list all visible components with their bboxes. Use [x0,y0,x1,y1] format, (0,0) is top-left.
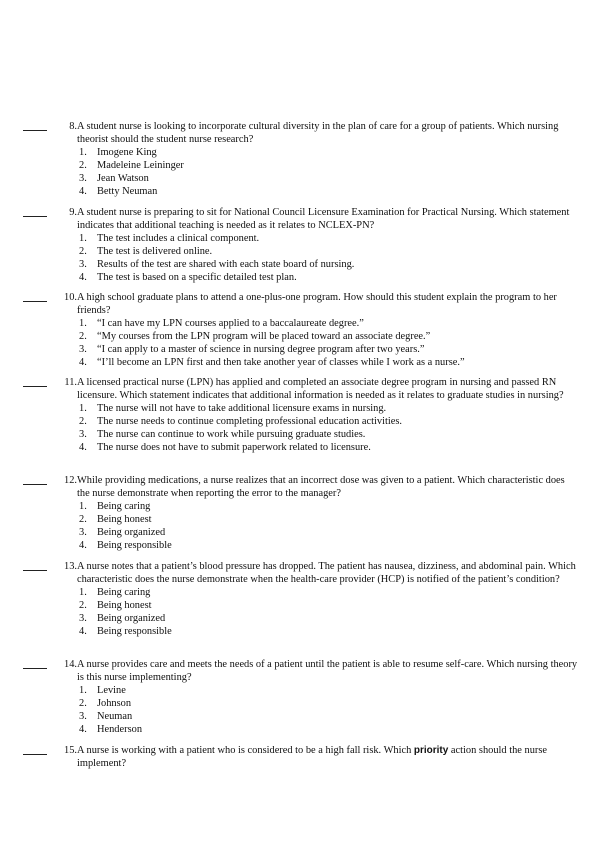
option-item: 2. “My courses from the LPN program will be placed toward an associate degree.” [79,331,431,342]
option-item: 2. Madeleine Leininger [79,160,184,171]
question-body [61,560,578,638]
answer-blank[interactable] [23,744,47,755]
question-number: 10. [64,292,77,303]
option-item: 1. The test includes a clinical component. [79,233,260,244]
option-item: 1. The nurse will not have to take additional licensure exams in nursing. [79,403,387,414]
question-text: A nurse provides care and meets the needs of a patient until the patient is able to resume self-care. Which nursing theory is this nurse implementing? [77,659,578,683]
option-item: 3. Being organized [79,613,166,624]
option-item: 3. The nurse can continue to work while pursuing graduate studies. [79,429,366,440]
question-text: A student nurse is looking to incorporate cultural diversity in the plan of care for a group of patients. Which nursing theorist should the student nurse research? [77,121,559,145]
option-item: 2. Being honest [79,600,152,611]
option-item: 1. Being caring [79,587,151,598]
option-item: 2. The test is delivered online. [79,246,213,257]
option-item: 4. The nurse does not have to submit paperwork related to licensure. [79,442,371,453]
option-item: 4. The test is based on a specific detailed test plan. [79,272,297,283]
answer-blank[interactable] [23,206,47,217]
answer-blank[interactable] [23,376,47,387]
option-list [77,402,578,454]
option-list [77,500,578,552]
option-item: 1. Imogene King [79,147,157,158]
option-item: 3. Jean Watson [79,173,149,184]
answer-blank[interactable] [23,658,47,669]
option-item: 3. Results of the test are shared with each state board of nursing. [79,259,355,270]
question-10 [23,291,578,369]
question-number: 11. [64,377,77,388]
option-item: 2. Johnson [79,698,132,709]
question-text-part: A nurse is working with a patient who is considered to be a high fall risk. Which [77,745,414,756]
question-11 [23,376,578,454]
option-item: 4. “I’ll become an LPN first and then take another year of classes while I work as a nurse.” [79,357,465,368]
option-item: 4. Being responsible [79,626,172,637]
option-item: 1. Being caring [79,501,151,512]
option-item: 3. Neuman [79,711,133,722]
question-number: 12. [64,475,77,486]
question-text [77,744,578,770]
question-9 [23,206,578,284]
option-item: 3. Being organized [79,527,166,538]
question-body [61,206,578,284]
question-body [61,120,578,198]
question-number: 14. [64,659,77,670]
question-number: 13. [64,561,77,572]
question-text-part: action should the nurse implement? [77,745,548,769]
option-list [77,684,578,736]
priority-emphasis: priority [413,745,449,756]
question-number: 15. [64,745,77,756]
question-body [61,474,578,552]
option-list [77,232,578,284]
question-text: A licensed practical nurse (LPN) has applied and completed an associate degree program in nursing and passed RN licensure. Which statement indicates that additional information is needed as it relates to graduate studies in nursing? [77,377,564,401]
option-item: 1. “I can have my LPN courses applied to a baccalaureate degree.” [79,318,364,329]
option-item: 4. Henderson [79,724,143,735]
answer-blank[interactable] [23,120,47,131]
question-body [61,291,578,369]
question-12 [23,474,578,552]
option-item: 4. Being responsible [79,540,172,551]
question-number: 8. [69,121,77,132]
question-15 [23,744,578,770]
question-body [61,658,578,736]
question-text: A student nurse is preparing to sit for National Council Licensure Examination for Practical Nursing. Which statement indicates that additional teaching is needed as it relates to NCLEX-PN? [77,207,570,231]
answer-blank[interactable] [23,291,47,302]
option-item: 1. Levine [79,685,126,696]
option-list [77,586,578,638]
question-body [61,376,578,454]
option-item: 2. Being honest [79,514,152,525]
answer-blank[interactable] [23,560,47,571]
option-item: 3. “I can apply to a master of science in nursing degree program after two years.” [79,344,425,355]
question-number: 9. [69,207,77,218]
question-text: A nurse notes that a patient’s blood pressure has dropped. The patient has nausea, dizziness, and abdominal pain. Which characteristic does the nurse demonstrate when the health-care provider (HCP) is notified of the patient’s condition? [77,561,576,585]
question-8 [23,120,578,198]
answer-blank[interactable] [23,474,47,485]
option-item: 2. The nurse needs to continue completing professional education activities. [79,416,402,427]
question-14 [23,658,578,736]
question-text: While providing medications, a nurse realizes that an incorrect dose was given to a patient. Which characteristic does the nurse demonstrate when reporting the error to the manager? [77,475,565,499]
option-list [77,317,578,369]
question-13 [23,560,578,638]
option-list [77,146,578,198]
question-text: A high school graduate plans to attend a one-plus-one program. How should this student explain the program to her friends? [77,292,557,316]
question-body [61,744,578,770]
option-item: 4. Betty Neuman [79,186,158,197]
